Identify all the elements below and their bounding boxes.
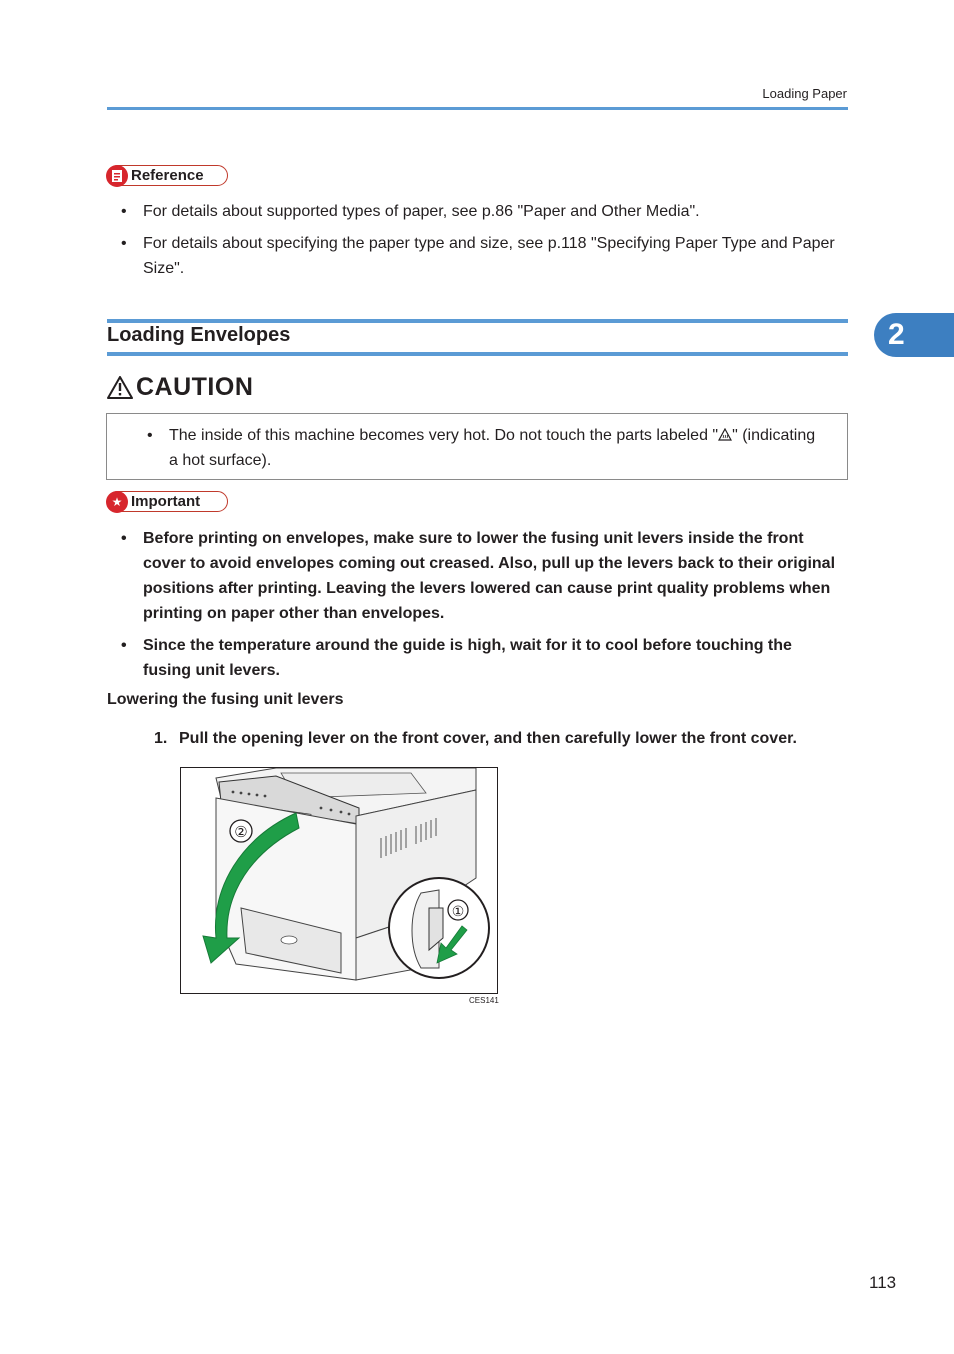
step-text: Pull the opening lever on the front cover, and then carefully lower the front cover. bbox=[179, 730, 797, 747]
caution-list bbox=[147, 423, 827, 480]
figure-marker-1: ① bbox=[451, 903, 465, 919]
important-label bbox=[107, 491, 228, 512]
hot-surface-icon bbox=[718, 428, 732, 441]
caution-heading bbox=[107, 373, 253, 402]
reference-icon bbox=[106, 165, 128, 187]
printer-illustration bbox=[180, 767, 498, 994]
warning-triangle-icon bbox=[107, 376, 133, 399]
star-icon: ★ bbox=[106, 491, 128, 513]
section-rule-top bbox=[107, 319, 848, 323]
caution-label: CAUTION bbox=[136, 373, 254, 401]
header-rule bbox=[107, 107, 848, 110]
section-title: Loading Envelopes bbox=[107, 324, 291, 346]
figure-marker-2: ② bbox=[234, 824, 248, 841]
running-header: Loading Paper bbox=[762, 86, 847, 101]
reference-list bbox=[121, 199, 841, 288]
caution-text-after: " (indicating a hot surface). bbox=[169, 427, 816, 469]
important-item: • Since the temperature around the guide is high, wait for it to cool before touching the fusing unit levers. bbox=[121, 633, 841, 683]
caution-text-before: The inside of this machine becomes very hot. Do not touch the parts labeled " bbox=[169, 427, 719, 444]
reference-label bbox=[107, 165, 228, 186]
reference-item: • For details about supported types of paper, see p.86 "Paper and Other Media". bbox=[121, 199, 841, 224]
important-list bbox=[121, 526, 841, 690]
chapter-tab: 2 bbox=[874, 313, 954, 357]
procedure-step bbox=[154, 730, 797, 748]
procedure-title: Lowering the fusing unit levers bbox=[107, 691, 344, 708]
caution-item bbox=[147, 423, 827, 473]
step-number: 1. bbox=[154, 730, 168, 747]
figure-caption: CES141 bbox=[469, 996, 499, 1005]
important-item: • Before printing on envelopes, make sure to lower the fusing unit levers inside the front cover to avoid envelopes coming out creased. Also, pull up the levers back to their original positions after printing. Leaving the levers lowered can cause print quality problems when printing on paper other than envelopes. bbox=[121, 526, 841, 626]
reference-item: • For details about specifying the paper type and size, see p.118 "Specifying Paper Type and Paper Size". bbox=[121, 231, 841, 281]
printer-drawing bbox=[181, 768, 496, 992]
important-label-text: Important bbox=[131, 493, 201, 510]
caution-box bbox=[106, 413, 848, 480]
page-number: 113 bbox=[869, 1273, 897, 1292]
reference-label-text: Reference bbox=[131, 167, 204, 184]
section-rule-bottom bbox=[107, 352, 848, 356]
